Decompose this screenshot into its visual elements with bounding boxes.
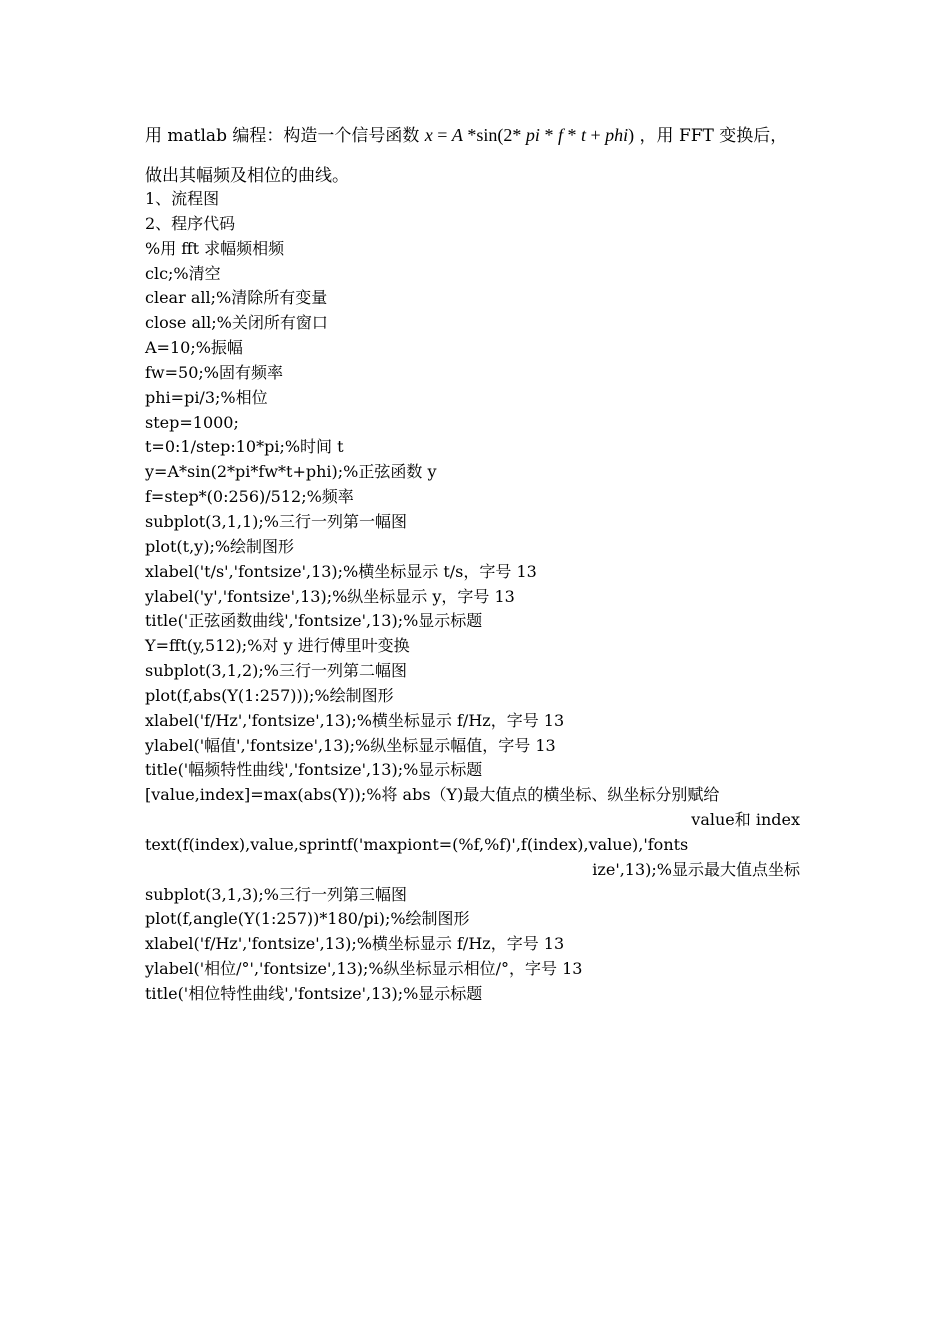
- code-line: A=10;%振幅: [145, 338, 243, 358]
- program-listing: [145, 187, 835, 1007]
- code-line: title('幅频特性曲线','fontsize',13);%显示标题: [145, 760, 483, 780]
- formula-pi: pi: [525, 125, 540, 145]
- intro-text-after: ，用 FFT 变换后，: [639, 126, 788, 146]
- formula-t: t: [580, 125, 586, 145]
- code-line: title('相位特性曲线','fontsize',13);%显示标题: [145, 984, 483, 1003]
- code-line: f=step*(0:256)/512;%频率: [145, 487, 354, 507]
- code-line: xlabel('t/s','fontsize',13);%横坐标显示 t/s，字号 13: [145, 561, 537, 581]
- formula-x: x: [424, 125, 433, 145]
- code-line: clear all;%清除所有变量: [145, 288, 328, 308]
- signal-formula: [425, 125, 634, 145]
- code-line: plot(t,y);%绘制图形: [145, 536, 295, 556]
- formula-eq: =: [432, 125, 452, 145]
- formula-sin-open: *sin(2*: [462, 125, 526, 145]
- code-line-continuation: value和 index: [691, 810, 800, 830]
- intro-line-2: 做出其幅频及相位的曲线。: [145, 166, 349, 186]
- formula-star-1: *: [539, 125, 558, 145]
- code-line: Y=fft(y,512);%对 y 进行傅里叶变换: [145, 636, 410, 656]
- formula-A: A: [451, 125, 463, 145]
- formula-star-2: *: [562, 125, 581, 145]
- code-line: ylabel('相位/°','fontsize',13);%纵坐标显示相位/°，字号 13: [145, 959, 583, 979]
- code-line: title('正弦函数曲线','fontsize',13);%显示标题: [145, 611, 483, 631]
- code-line: text(f(index),value,sprintf('maxpiont=(%f,%f)',f(index),value),'fonts: [145, 834, 689, 854]
- code-line: y=A*sin(2*pi*fw*t+phi);%正弦函数 y: [145, 462, 437, 482]
- code-line: plot(f,abs(Y(1:257)));%绘制图形: [145, 685, 394, 705]
- section-heading-code: 2、程序代码: [145, 213, 236, 233]
- code-line: close all;%关闭所有窗口: [145, 313, 328, 333]
- code-line: ylabel('y','fontsize',13);%纵坐标显示 y，字号 13: [145, 586, 515, 606]
- code-line: subplot(3,1,2);%三行一列第二幅图: [145, 661, 407, 681]
- code-line: fw=50;%固有频率: [145, 362, 283, 382]
- formula-close: ): [628, 125, 635, 145]
- code-line-continuation: ize',13);%显示最大值点坐标: [592, 859, 800, 879]
- code-line: plot(f,angle(Y(1:257))*180/pi);%绘制图形: [145, 909, 470, 929]
- code-line: subplot(3,1,3);%三行一列第三幅图: [145, 884, 407, 904]
- section-heading-flowchart: 1、流程图: [145, 189, 220, 208]
- code-line: step=1000;: [145, 412, 239, 432]
- intro-text-before: 用 matlab 编程：构造一个信号函数: [145, 126, 420, 146]
- code-line: %用 fft 求幅频相频: [145, 238, 285, 258]
- code-line: xlabel('f/Hz','fontsize',13);%横坐标显示 f/Hz，字号 13: [145, 710, 565, 730]
- code-line: [value,index]=max(abs(Y));%将 abs（Y)最大值点的横坐标、纵坐标分别赋给: [145, 785, 720, 805]
- code-line: ylabel('幅值','fontsize',13);%纵坐标显示幅值，字号 13: [145, 735, 556, 755]
- formula-phi: phi: [605, 125, 629, 145]
- code-line: phi=pi/3;%相位: [145, 387, 268, 407]
- code-line: xlabel('f/Hz','fontsize',13);%横坐标显示 f/Hz，字号 13: [145, 934, 565, 954]
- formula-plus: +: [585, 125, 606, 145]
- code-line: subplot(3,1,1);%三行一列第一幅图: [145, 511, 407, 531]
- intro-line-1: [145, 123, 835, 149]
- code-line: clc;%清空: [145, 263, 221, 283]
- code-line: t=0:1/step:10*pi;%时间 t: [145, 437, 344, 457]
- formula-f: f: [557, 125, 563, 145]
